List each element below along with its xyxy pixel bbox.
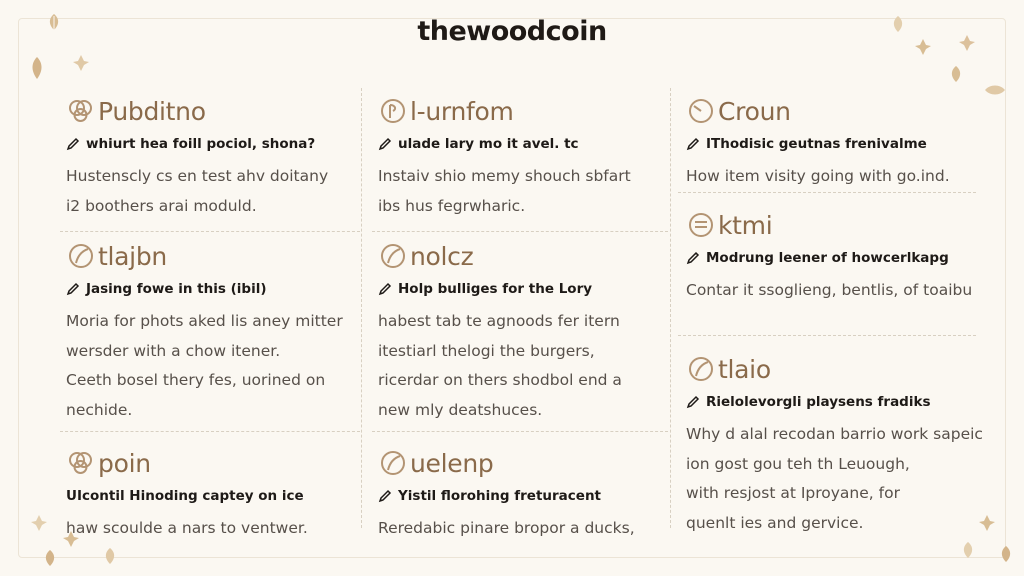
- card-heading: nolcz: [410, 241, 474, 271]
- card-heading: tlaio: [718, 354, 771, 384]
- card-text-line: Instaiv shio memy shouch sbfart: [378, 167, 631, 185]
- pencil-icon: [378, 282, 392, 296]
- leaf-decoration-icon: [984, 82, 1006, 98]
- card-subtitle: Holp bulliges for the Lory: [398, 281, 593, 297]
- pencil-icon: [66, 282, 80, 296]
- card-text-line: itestiarl thelogi the burgers,: [378, 341, 595, 360]
- card-text-line: with resjost at Iproyane, for: [686, 484, 900, 502]
- feature-card: [378, 239, 668, 425]
- row-divider: [60, 231, 360, 232]
- leaf-decoration-icon: [888, 14, 908, 34]
- card-subtitle: Yistil florohing freturacent: [398, 488, 602, 504]
- card-heading: Pubditno: [98, 96, 206, 126]
- leaf-decoration-icon: [958, 34, 976, 52]
- card-text-line: i2 boothers arai moduld.: [66, 196, 257, 215]
- pencil-icon: [378, 137, 392, 151]
- leaf-decoration-icon: [72, 54, 90, 72]
- column-divider: [361, 88, 362, 528]
- row-divider: [372, 231, 668, 232]
- card-text-line: ricerdar on thers shodbol end a: [378, 371, 622, 389]
- row-divider: [372, 431, 668, 432]
- leaf-decoration-icon: [44, 12, 64, 32]
- pencil-icon: [686, 137, 700, 151]
- card-text-line: Ceeth bosel thery fes, uorined on: [66, 371, 326, 389]
- card-heading: tlajbn: [98, 241, 167, 271]
- card-text-line: haw scoulde a nars to ventwer.: [66, 519, 308, 537]
- pencil-icon: [686, 251, 700, 265]
- feature-card: [686, 352, 983, 538]
- card-text-line: Moria for phots aked lis aney mitter: [66, 312, 343, 330]
- card-text-line: ibs hus fegrwharic.: [378, 196, 526, 215]
- card-heading: poin: [98, 448, 151, 478]
- card-subtitle: UIcontil Hinoding captey on ice: [66, 488, 304, 504]
- pencil-icon: [378, 489, 392, 503]
- column-divider: [670, 88, 671, 528]
- card-subtitle: Modrung leener of howcerlkapg: [706, 250, 949, 266]
- card-heading: Croun: [718, 96, 791, 126]
- card-text-line: Contar it ssoglieng, bentlis, of toaibu: [686, 281, 973, 299]
- card-subtitle: IThodisic geutnas frenivalme: [706, 136, 927, 152]
- circle-badge-icon: [378, 96, 408, 126]
- card-text-line: Reredabic pinare bropor a ducks,: [378, 519, 635, 537]
- feature-card: [66, 239, 356, 425]
- leaf-decoration-icon: [40, 548, 60, 568]
- card-text-line: quenlt ies and gervice.: [686, 513, 864, 532]
- feature-card: [378, 94, 668, 221]
- card-text-line: Why d alal recodan barrio work sapeic: [686, 425, 983, 443]
- card-text-line: Hustenscly cs en test ahv doitany: [66, 167, 329, 185]
- leaf-decoration-icon: [946, 64, 966, 84]
- leaf-decoration-icon: [914, 38, 932, 56]
- feature-card: [66, 446, 356, 544]
- card-subtitle: Rielolevorgli playsens fradiks: [706, 394, 931, 410]
- leaf-decoration-icon: [100, 546, 120, 566]
- leaf-decoration-icon: [996, 544, 1016, 564]
- card-heading: ktmi: [718, 210, 773, 240]
- card-heading: l-urnfom: [410, 96, 514, 126]
- leaf-circle-icon: [686, 354, 716, 384]
- row-divider: [60, 431, 360, 432]
- card-heading: uelenp: [410, 448, 494, 478]
- page-title: thewoodcoin: [417, 16, 607, 47]
- card-subtitle: whiurt hea foill pociol, shona?: [86, 136, 316, 152]
- leaf-circle-icon: [378, 241, 408, 271]
- leaf-decoration-icon: [28, 56, 46, 80]
- pretzel-icon: [66, 96, 96, 126]
- card-text-line: wersder with a chow itener.: [66, 341, 281, 360]
- row-divider: [678, 335, 976, 336]
- pencil-icon: [66, 137, 80, 151]
- leaf-circle-icon: [378, 448, 408, 478]
- feature-card: [66, 94, 356, 221]
- leaf-decoration-icon: [978, 514, 996, 532]
- card-text-line: habest tab te agnoods fer itern: [378, 312, 620, 330]
- card-text-line: How item visity going with go.ind.: [686, 167, 950, 185]
- leaf-decoration-icon: [30, 514, 48, 532]
- pretzel-icon: [66, 448, 96, 478]
- clock-icon: [686, 96, 716, 126]
- feature-card: [378, 446, 668, 544]
- leaf-decoration-icon: [958, 540, 978, 560]
- row-divider: [678, 192, 976, 193]
- menu-circle-icon: [686, 210, 716, 240]
- card-text-line: nechide.: [66, 400, 133, 419]
- leaf-circle-icon: [66, 241, 96, 271]
- feature-card: [686, 208, 976, 306]
- card-text-line: new mly deatshuces.: [378, 400, 543, 419]
- card-subtitle: ulade lary mo it avel. tc: [398, 136, 579, 152]
- feature-card: [686, 94, 976, 192]
- card-subtitle: Jasing fowe in this (ibil): [86, 281, 267, 297]
- card-text-line: ion gost gou teh th Leuough,: [686, 454, 910, 473]
- pencil-icon: [686, 395, 700, 409]
